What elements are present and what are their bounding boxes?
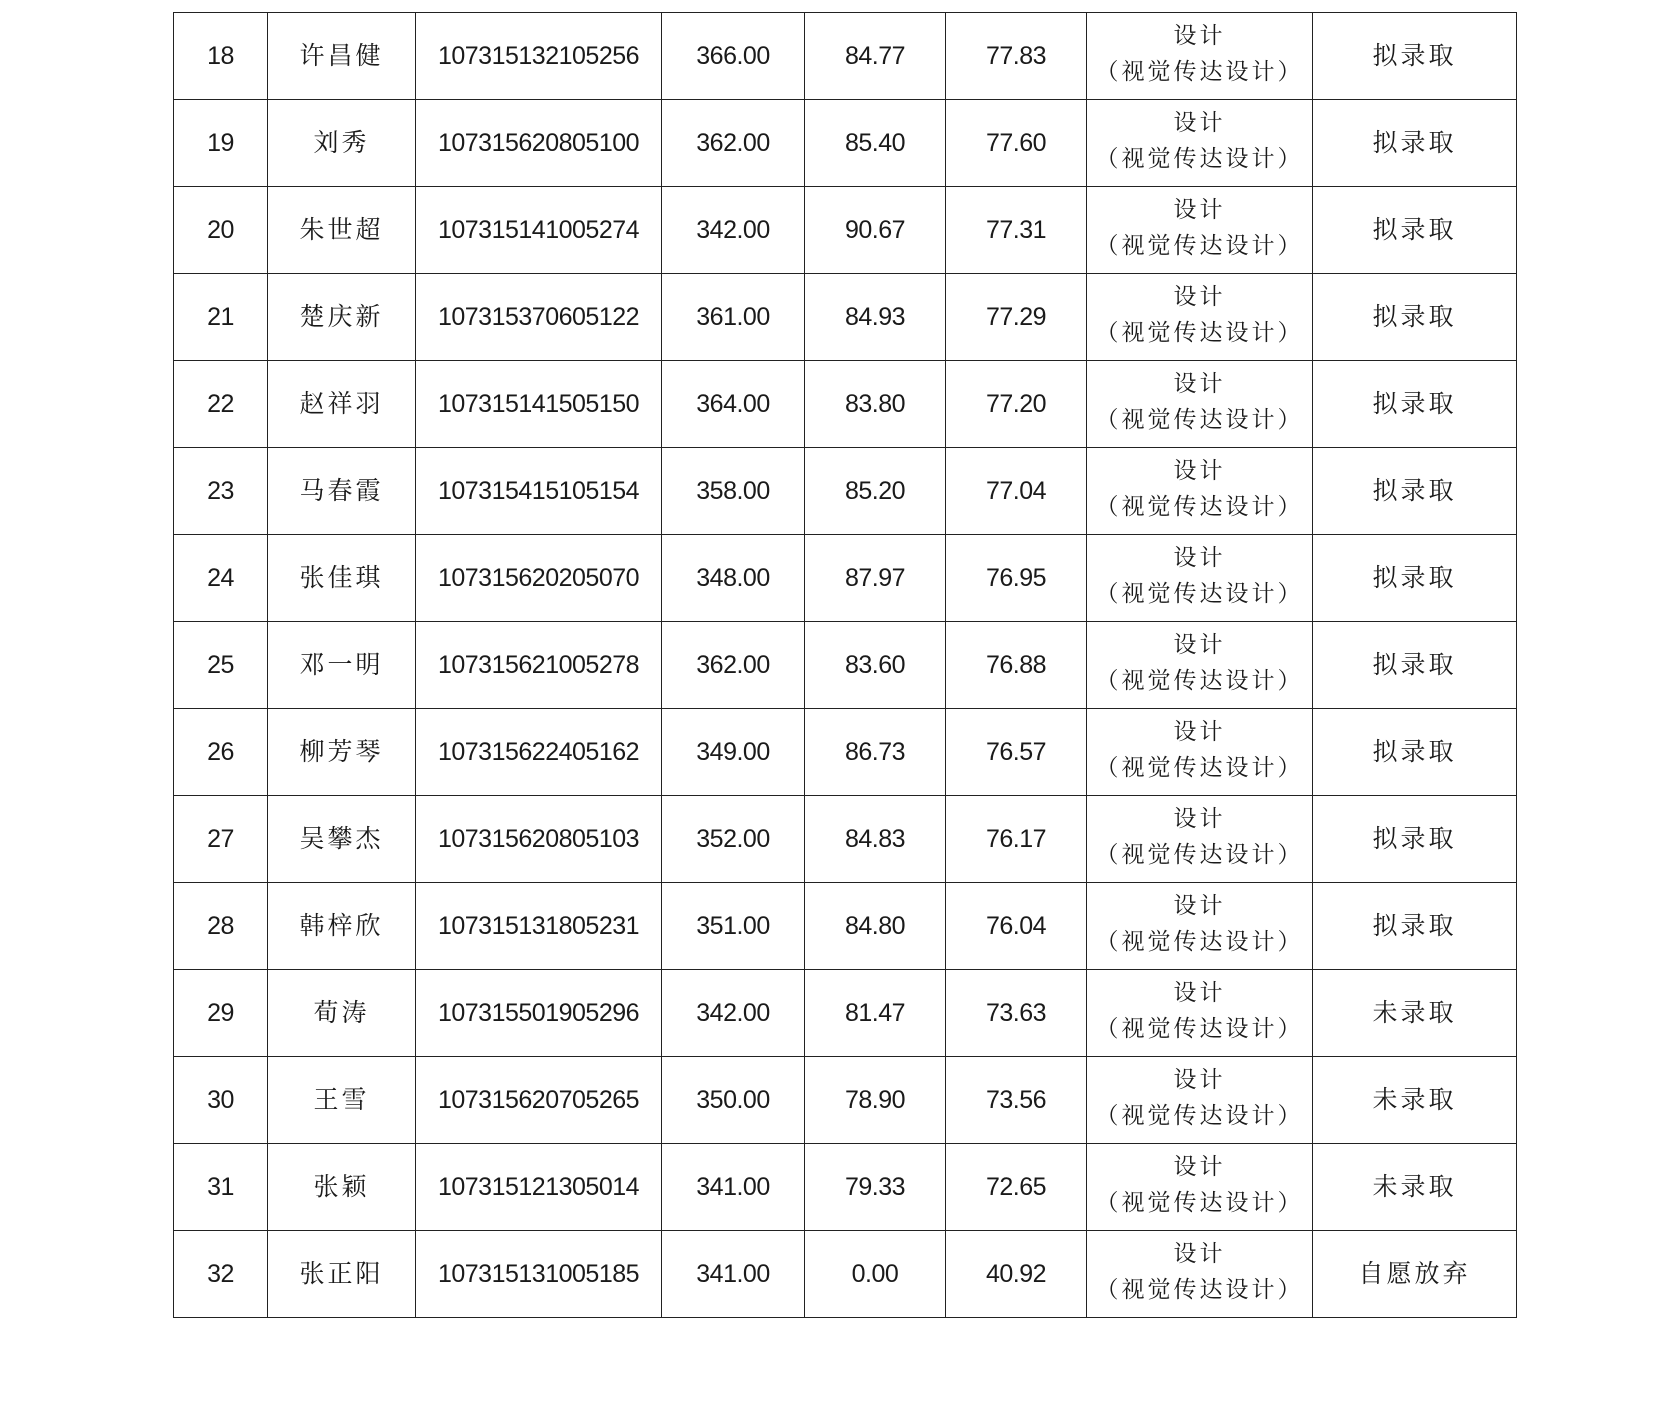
table-row [174,187,1517,274]
cell-number: 18 [174,13,268,100]
cell-major [1087,13,1313,100]
cell-total-score: 73.56 [946,1057,1087,1144]
admission-results-table [173,12,1517,1318]
cell-retest-score: 78.90 [805,1057,946,1144]
cell-result: 未录取 [1313,970,1517,1057]
table-row [174,100,1517,187]
table-row [174,448,1517,535]
major-direction: （视觉传达设计） [1095,1016,1304,1042]
cell-initial-score: 351.00 [662,883,805,970]
cell-initial-score: 342.00 [662,970,805,1057]
cell-exam-id: 107315622405162 [416,709,662,796]
cell-exam-id: 107315370605122 [416,274,662,361]
major-direction: （视觉传达设计） [1095,494,1304,520]
cell-retest-score: 83.80 [805,361,946,448]
table-row [174,1231,1517,1318]
major-direction: （视觉传达设计） [1095,59,1304,85]
cell-retest-score: 79.33 [805,1144,946,1231]
cell-result: 拟录取 [1313,883,1517,970]
table-row [174,622,1517,709]
cell-total-score: 76.04 [946,883,1087,970]
cell-number: 20 [174,187,268,274]
cell-name: 张正阳 [268,1231,416,1318]
cell-result: 拟录取 [1313,274,1517,361]
cell-name: 马春霞 [268,448,416,535]
major-name: 设计 [1173,1154,1226,1181]
major-direction: （视觉传达设计） [1095,320,1304,346]
cell-retest-score: 84.80 [805,883,946,970]
cell-name: 荀涛 [268,970,416,1057]
major-name: 设计 [1173,23,1226,50]
cell-retest-score: 90.67 [805,187,946,274]
cell-retest-score: 85.20 [805,448,946,535]
cell-total-score: 72.65 [946,1144,1087,1231]
cell-name: 邓一明 [268,622,416,709]
cell-total-score: 77.83 [946,13,1087,100]
cell-exam-id: 107315620805103 [416,796,662,883]
cell-exam-id: 107315620805100 [416,100,662,187]
cell-initial-score: 341.00 [662,1144,805,1231]
cell-initial-score: 366.00 [662,13,805,100]
major-direction: （视觉传达设计） [1095,1103,1304,1129]
cell-major [1087,709,1313,796]
cell-total-score: 76.95 [946,535,1087,622]
major-direction: （视觉传达设计） [1095,1190,1304,1216]
major-direction: （视觉传达设计） [1095,146,1304,172]
cell-exam-id: 107315121305014 [416,1144,662,1231]
cell-number: 29 [174,970,268,1057]
cell-name: 张颖 [268,1144,416,1231]
cell-total-score: 77.04 [946,448,1087,535]
cell-exam-id: 107315620205070 [416,535,662,622]
cell-initial-score: 362.00 [662,622,805,709]
cell-initial-score: 364.00 [662,361,805,448]
table-body [174,13,1517,1318]
major-direction: （视觉传达设计） [1095,755,1304,781]
table-row [174,13,1517,100]
cell-initial-score: 362.00 [662,100,805,187]
cell-total-score: 76.88 [946,622,1087,709]
table-row [174,883,1517,970]
cell-total-score: 77.20 [946,361,1087,448]
cell-name: 王雪 [268,1057,416,1144]
cell-exam-id: 107315132105256 [416,13,662,100]
major-name: 设计 [1173,1067,1226,1094]
cell-exam-id: 107315620705265 [416,1057,662,1144]
table-row [174,1144,1517,1231]
cell-number: 24 [174,535,268,622]
table-row [174,535,1517,622]
major-name: 设计 [1173,545,1226,572]
major-direction: （视觉传达设计） [1095,233,1304,259]
cell-total-score: 76.57 [946,709,1087,796]
cell-exam-id: 107315621005278 [416,622,662,709]
cell-total-score: 77.29 [946,274,1087,361]
cell-number: 27 [174,796,268,883]
cell-retest-score: 87.97 [805,535,946,622]
cell-total-score: 76.17 [946,796,1087,883]
cell-exam-id: 107315141005274 [416,187,662,274]
major-name: 设计 [1173,806,1226,833]
cell-major [1087,1144,1313,1231]
table-row [174,1057,1517,1144]
cell-name: 赵祥羽 [268,361,416,448]
cell-retest-score: 85.40 [805,100,946,187]
cell-initial-score: 361.00 [662,274,805,361]
major-name: 设计 [1173,458,1226,485]
cell-exam-id: 107315131805231 [416,883,662,970]
table-row [174,709,1517,796]
cell-retest-score: 86.73 [805,709,946,796]
cell-exam-id: 107315501905296 [416,970,662,1057]
cell-name: 柳芳琴 [268,709,416,796]
cell-initial-score: 341.00 [662,1231,805,1318]
cell-result: 未录取 [1313,1144,1517,1231]
cell-initial-score: 352.00 [662,796,805,883]
cell-major [1087,274,1313,361]
cell-total-score: 77.60 [946,100,1087,187]
table-row [174,361,1517,448]
cell-result: 拟录取 [1313,187,1517,274]
cell-major [1087,100,1313,187]
cell-retest-score: 84.77 [805,13,946,100]
cell-result: 拟录取 [1313,100,1517,187]
cell-name: 张佳琪 [268,535,416,622]
cell-retest-score: 84.93 [805,274,946,361]
cell-initial-score: 342.00 [662,187,805,274]
cell-result: 未录取 [1313,1057,1517,1144]
cell-retest-score: 81.47 [805,970,946,1057]
cell-result: 拟录取 [1313,448,1517,535]
major-name: 设计 [1173,197,1226,224]
cell-name: 韩梓欣 [268,883,416,970]
cell-retest-score: 0.00 [805,1231,946,1318]
major-name: 设计 [1173,719,1226,746]
cell-major [1087,361,1313,448]
cell-initial-score: 350.00 [662,1057,805,1144]
major-name: 设计 [1173,371,1226,398]
cell-name: 许昌健 [268,13,416,100]
cell-result: 拟录取 [1313,361,1517,448]
cell-major [1087,535,1313,622]
cell-major [1087,448,1313,535]
cell-exam-id: 107315141505150 [416,361,662,448]
cell-initial-score: 358.00 [662,448,805,535]
cell-number: 31 [174,1144,268,1231]
cell-number: 28 [174,883,268,970]
cell-exam-id: 107315131005185 [416,1231,662,1318]
cell-result: 拟录取 [1313,622,1517,709]
major-direction: （视觉传达设计） [1095,407,1304,433]
major-name: 设计 [1173,1241,1226,1268]
cell-major [1087,187,1313,274]
cell-number: 23 [174,448,268,535]
major-direction: （视觉传达设计） [1095,581,1304,607]
cell-name: 刘秀 [268,100,416,187]
cell-number: 22 [174,361,268,448]
cell-number: 30 [174,1057,268,1144]
cell-number: 26 [174,709,268,796]
cell-name: 朱世超 [268,187,416,274]
cell-major [1087,883,1313,970]
cell-exam-id: 107315415105154 [416,448,662,535]
table-row [174,274,1517,361]
major-direction: （视觉传达设计） [1095,1277,1304,1303]
cell-number: 25 [174,622,268,709]
major-direction: （视觉传达设计） [1095,842,1304,868]
major-name: 设计 [1173,980,1226,1007]
major-name: 设计 [1173,632,1226,659]
cell-result: 自愿放弃 [1313,1231,1517,1318]
cell-name: 吴攀杰 [268,796,416,883]
cell-result: 拟录取 [1313,13,1517,100]
cell-major [1087,622,1313,709]
major-direction: （视觉传达设计） [1095,668,1304,694]
cell-major [1087,1231,1313,1318]
cell-name: 楚庆新 [268,274,416,361]
major-direction: （视觉传达设计） [1095,929,1304,955]
cell-result: 拟录取 [1313,796,1517,883]
cell-number: 19 [174,100,268,187]
major-name: 设计 [1173,893,1226,920]
cell-result: 拟录取 [1313,709,1517,796]
major-name: 设计 [1173,110,1226,137]
cell-result: 拟录取 [1313,535,1517,622]
cell-major [1087,1057,1313,1144]
cell-number: 21 [174,274,268,361]
cell-total-score: 73.63 [946,970,1087,1057]
cell-retest-score: 83.60 [805,622,946,709]
cell-major [1087,970,1313,1057]
cell-number: 32 [174,1231,268,1318]
table-row [174,970,1517,1057]
table-row [174,796,1517,883]
cell-total-score: 40.92 [946,1231,1087,1318]
major-name: 设计 [1173,284,1226,311]
cell-initial-score: 349.00 [662,709,805,796]
cell-retest-score: 84.83 [805,796,946,883]
cell-initial-score: 348.00 [662,535,805,622]
cell-major [1087,796,1313,883]
cell-total-score: 77.31 [946,187,1087,274]
